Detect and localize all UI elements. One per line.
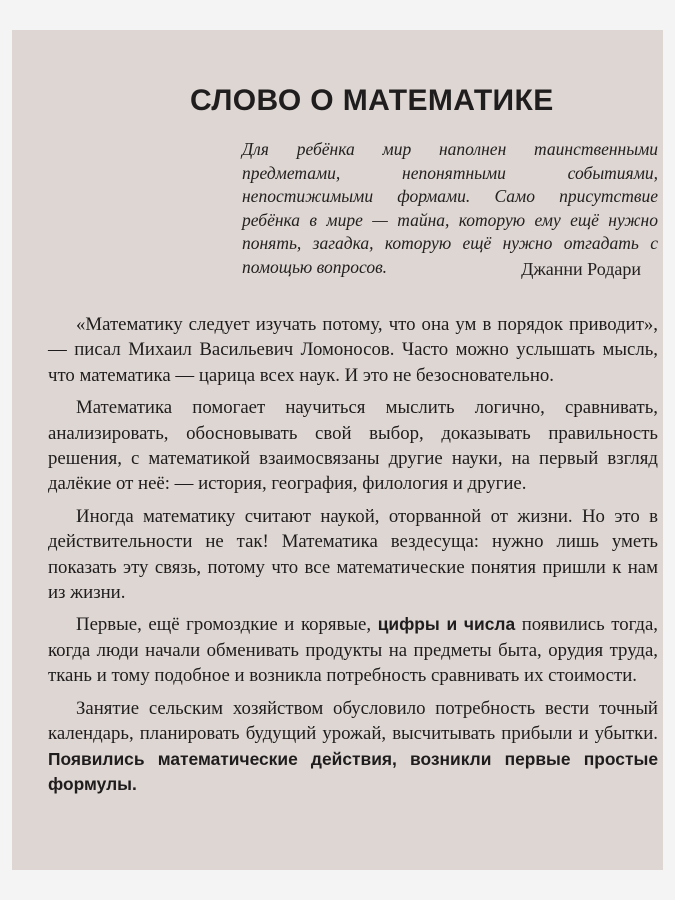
- paragraph-5: [48, 696, 658, 798]
- paragraph-5-emphasis: Появились математические действия, возникли первые простые формулы.: [48, 748, 658, 794]
- epigraph-text: Для ребёнка мир наполнен таинственными предметами, непонятными событиями, непостижимыми формами. Само присутствие ребёнка в мире — тайна, которую ему ещё нужно понять, загадка, которую ещё нужно отгадать с помощью вопросов.: [242, 139, 658, 277]
- paragraph-4-text-start: Первые, ещё громоздкие и корявые,: [76, 614, 378, 636]
- paragraph-3: Иногда математику считают наукой, оторванной от жизни. Но это в действительности не так! Математика вездесуща: нужно лишь уметь показать эту связь, потому что все математические понятия пришли к нам из жизни.: [48, 505, 658, 604]
- book-page: [12, 30, 663, 870]
- paragraph-5-text-start: Занятие сельским хозяйством обусловило потребность вести точный календарь, планировать будущий урожай, высчитывать прибыли и убытки.: [48, 697, 658, 745]
- page-title: СЛОВО О МАТЕМАТИКЕ: [190, 84, 554, 117]
- paragraph-2: Математика помогает научиться мыслить логично, сравнивать, анализировать, обосновывать свой выбор, доказывать правильность решения, с математикой взаимосвязаны другие науки, на первый взгляд далёкие от неё: — история, география, филология и другие.: [48, 397, 658, 495]
- epigraph-author: Джанни Родари: [521, 259, 641, 279]
- paragraph-1: «Математику следует изучать потому, что она ум в порядок приводит», — писал Михаил Васильевич Ломоносов. Часто можно услышать мысль, что математика — царица всех наук. И это не безосновательно.: [48, 314, 658, 386]
- paragraph-4: [48, 612, 658, 688]
- paragraph-4-emphasis: цифры и числа: [377, 614, 516, 635]
- paragraph-4-text-end: появились тогда, когда люди начали обменивать продукты на предметы быта, орудия труда, ткань и тому подобное и возникла потребность сравнивать их стоимости.: [48, 614, 659, 687]
- body-text: [48, 312, 658, 804]
